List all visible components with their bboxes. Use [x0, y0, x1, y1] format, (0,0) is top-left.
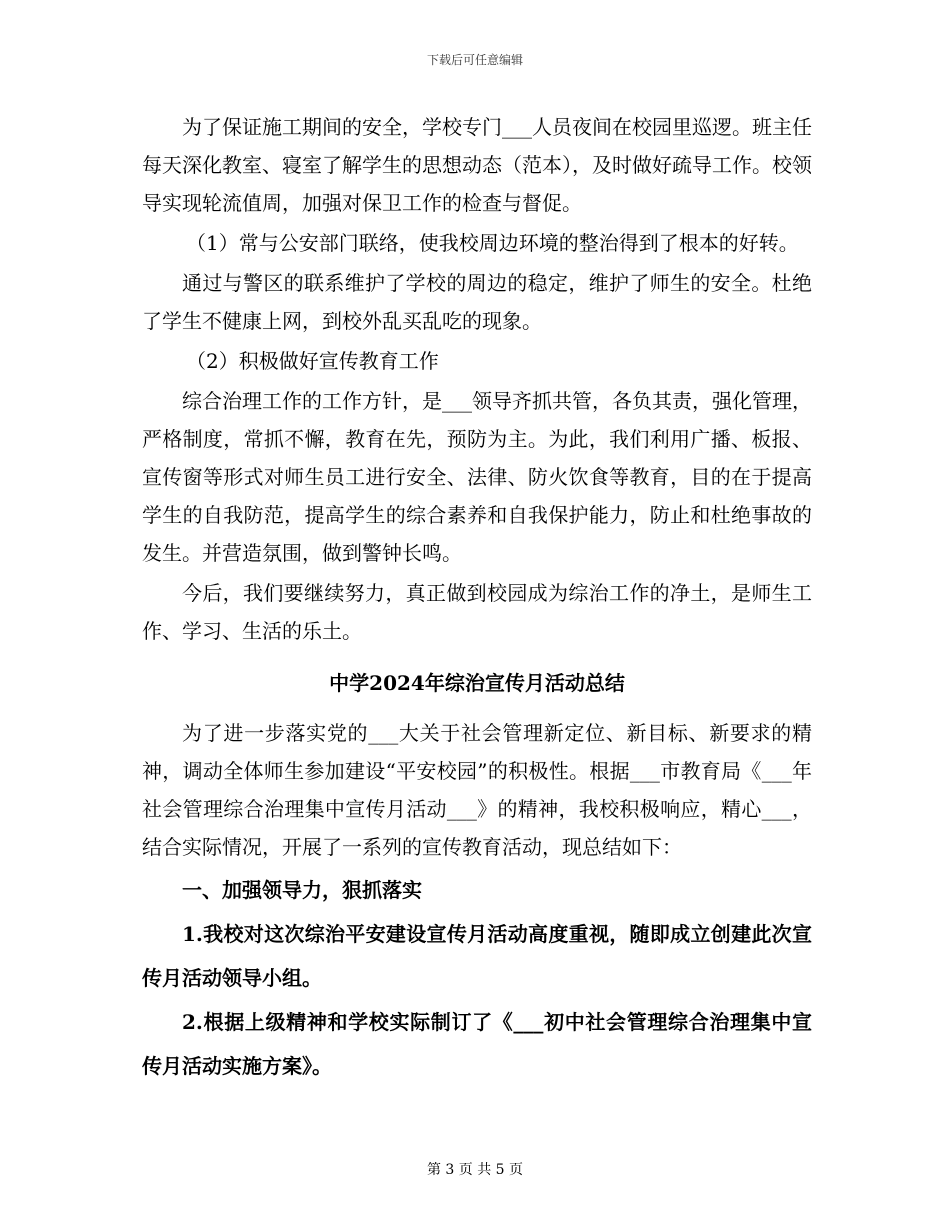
page-header: 下载后可任意编辑	[426, 53, 523, 67]
bold-heading: 一、加强领导力，狠抓落实	[182, 878, 422, 902]
paragraph-police-liaison: 通过与警区的联系维护了学校的周边的稳定，维护了师生的安全。杜绝了学生不健康上网，到校外乱买乱吃的现象。	[142, 271, 812, 333]
paragraph-security-patrol: 为了保证施工期间的安全，学校专门___人员夜间在校园里巡逻。班主任每天深化教室、寝室了解学生的思想动态（范本），及时做好疏导工作。校领导实现轮流值周，加强对保卫工作的检查与督促。	[142, 115, 812, 215]
paragraph-item-2: （2）积极做好宣传教育工作	[186, 349, 439, 373]
page-number: 第 3 页 共 5 页	[426, 1162, 524, 1178]
section-title: 中学2024年综治宣传月活动总结	[329, 671, 625, 695]
bold-item-2: 2.根据上级精神和学校实际制订了《___初中社会管理综合治理集中宣传月活动实施方案》。	[142, 1010, 812, 1078]
bold-item-1: 1.我校对这次综治平安建设宣传月活动高度重视，随即成立创建此次宣传月活动领导小组。	[142, 922, 812, 990]
document-body	[142, 108, 812, 1088]
paragraph-future: 今后，我们要继续努力，真正做到校园成为综治工作的净土，是师生工作、学习、生活的乐土。	[142, 581, 812, 643]
paragraph-work-policy: 综合治理工作的工作方针，是___领导齐抓共管，各负其责，强化管理，严格制度，常抓不懈，教育在先，预防为主。为此，我们利用广播、板报、宣传窗等形式对师生员工进行安全、法律、防火饮食等教育，目的在于提高学生的自我防范，提高学生的综合素养和自我保护能力，防止和杜绝事故的发生。并营造氛围，做到警钟长鸣。	[142, 389, 812, 565]
paragraph-intro: 为了进一步落实党的___大关于社会管理新定位、新目标、新要求的精神，调动全体师生参加建设“平安校园”的积极性。根据___市教育局《___年社会管理综合治理集中宣传月活动___》的精神，我校积极响应，精心___，结合实际情况，开展了一系列的宣传教育活动，现总结如下：	[142, 721, 812, 859]
paragraph-item-1: （1）常与公安部门联络，使我校周边环境的整治得到了根本的好转。	[186, 231, 799, 255]
